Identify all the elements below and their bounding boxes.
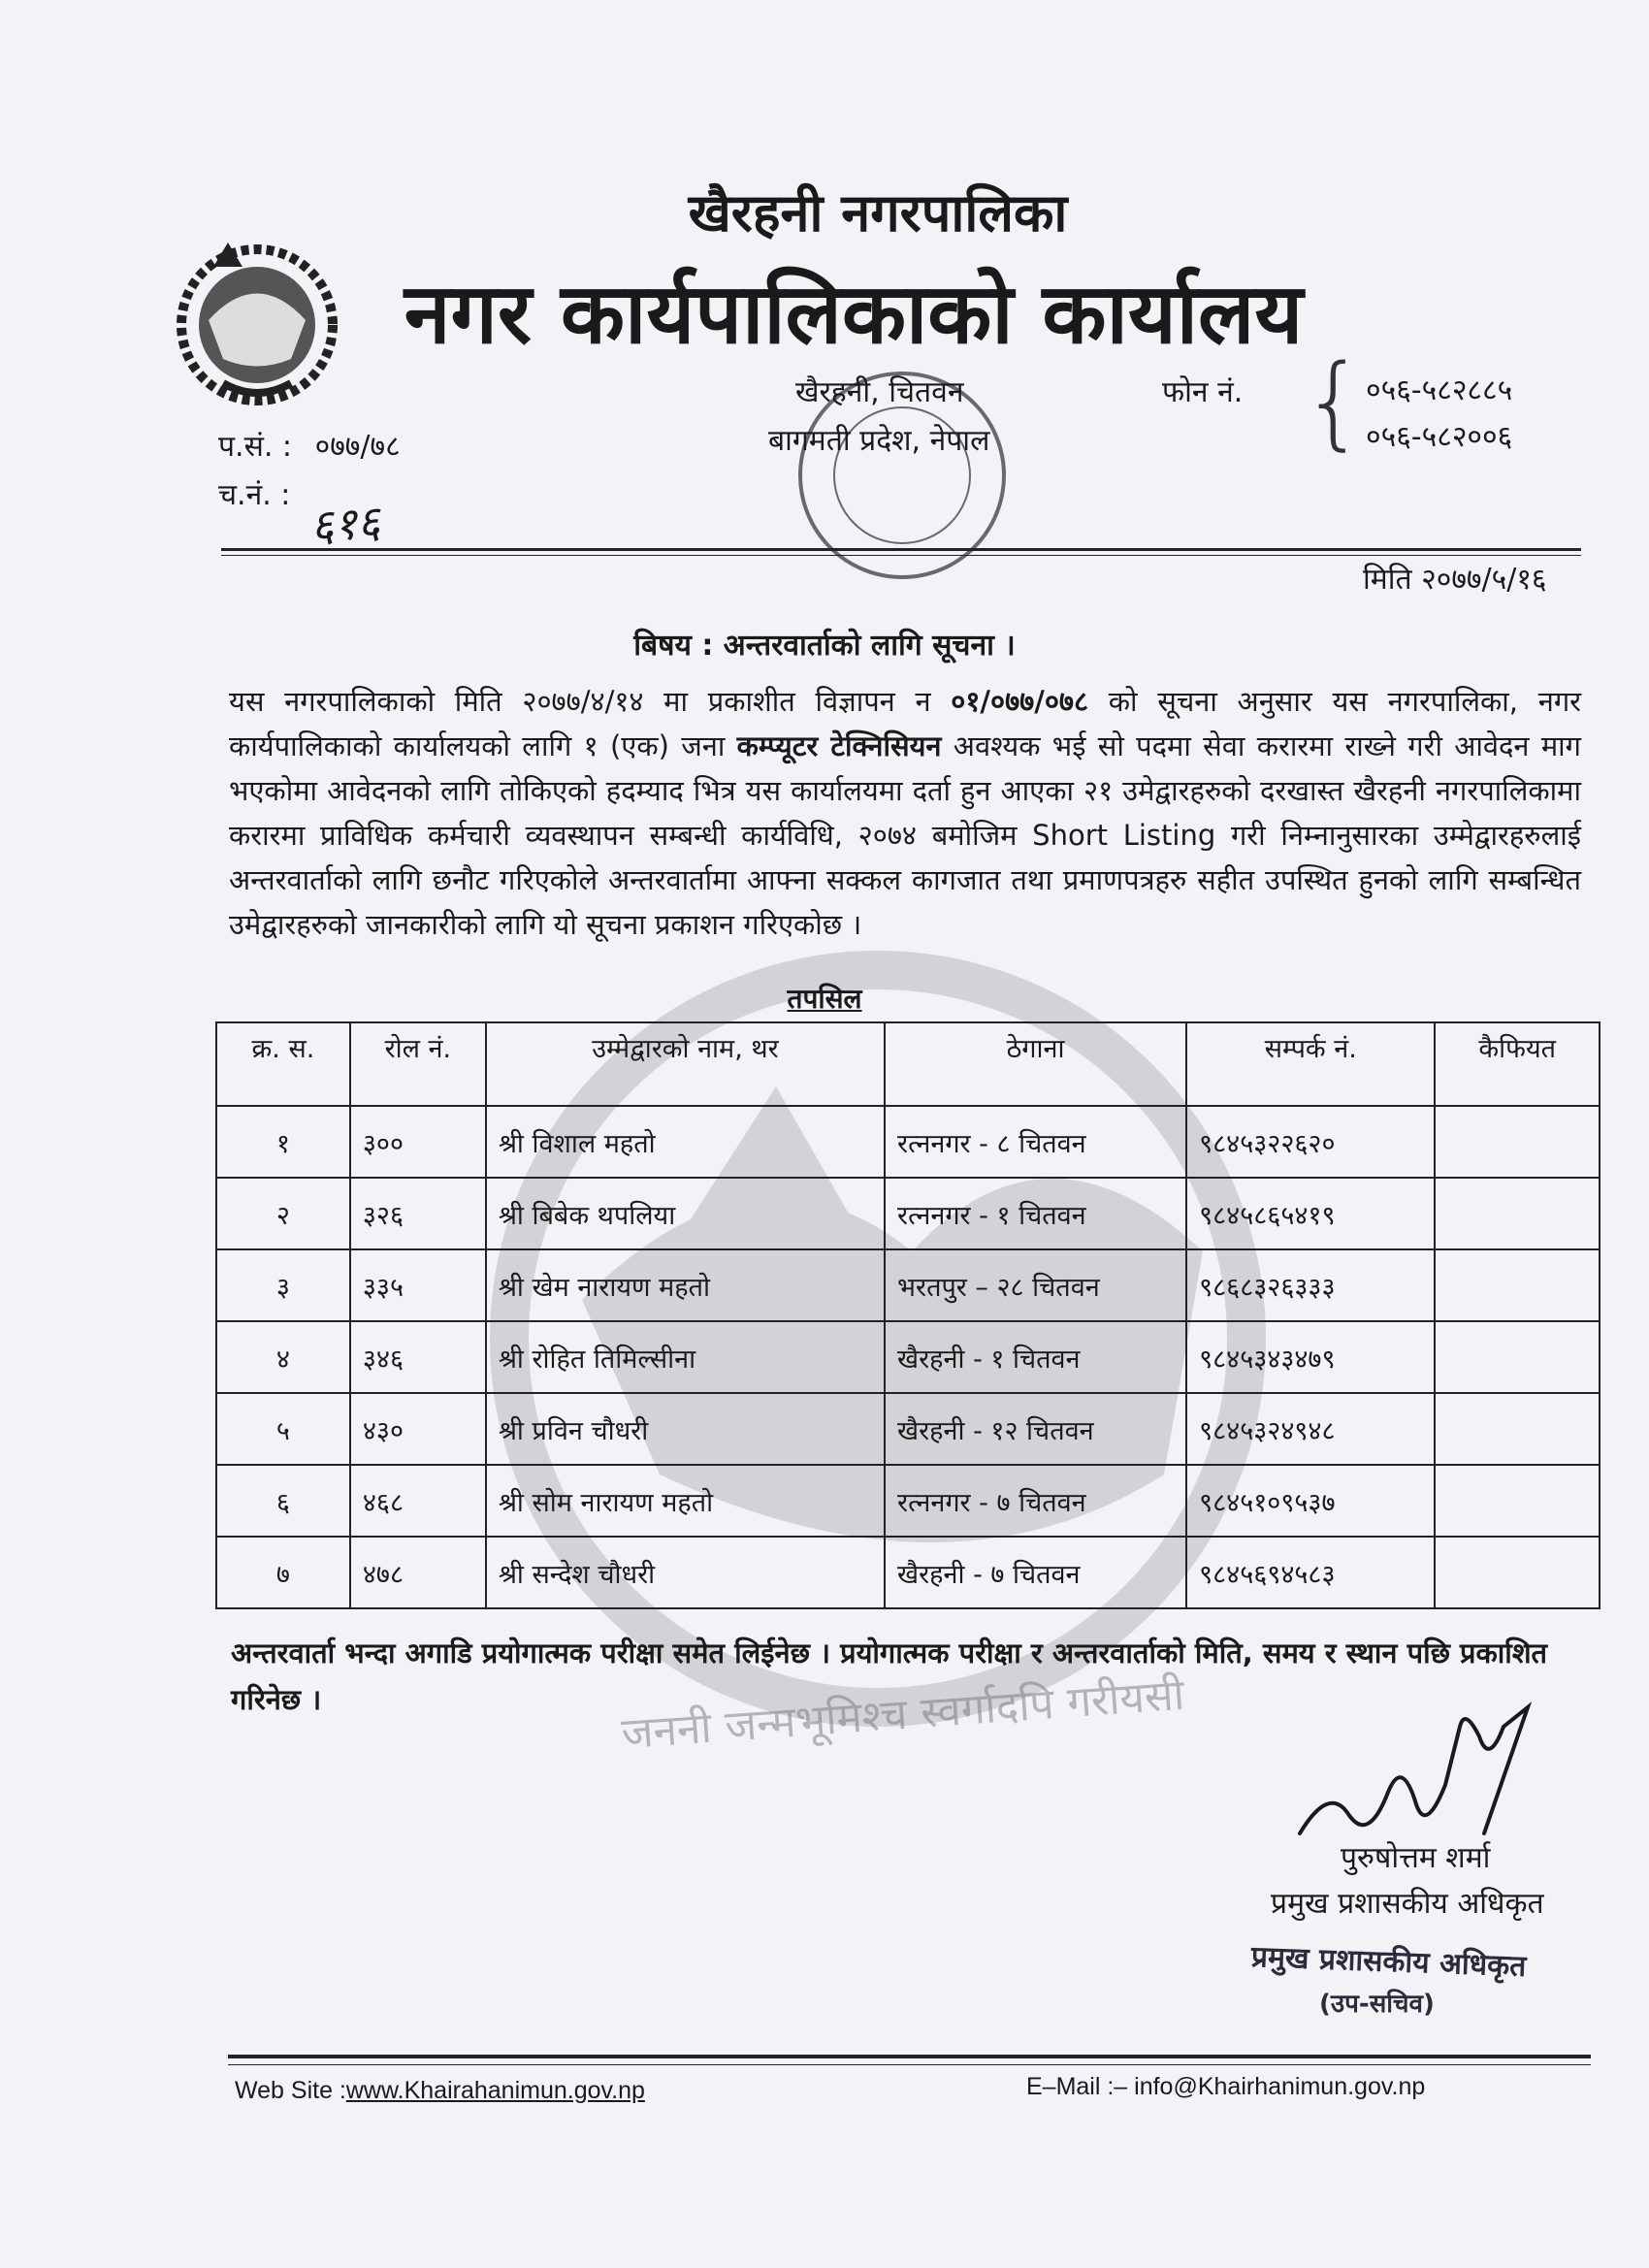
cell-remarks (1435, 1393, 1600, 1465)
cell-contact: ९८४५३२२६२० (1186, 1106, 1435, 1178)
cell-address: खैरहनी - ७ चितवन (885, 1537, 1186, 1608)
cell-name: श्री बिबेक थपलिया (486, 1178, 885, 1249)
table-row (216, 1178, 1600, 1249)
cell-remarks (1435, 1321, 1600, 1393)
cell-name: श्री सोम नारायण महतो (486, 1465, 885, 1537)
col-roll: रोल नं. (350, 1022, 486, 1106)
cell-roll: ४७८ (350, 1537, 486, 1608)
notice-subject: बिषय : अन्तरवार्ताको लागि सूचना । (633, 629, 1016, 663)
cell-roll: ३४६ (350, 1321, 486, 1393)
reference-cn-label: च.नं. : (218, 478, 291, 512)
cell-address: रत्ननगर - ७ चितवन (885, 1465, 1186, 1537)
table-header-row (216, 1022, 1600, 1106)
cell-address: भरतपुर – २८ चितवन (885, 1249, 1186, 1321)
cell-name: श्री प्रविन चौधरी (486, 1393, 885, 1465)
position-title: कम्प्यूटर टेक्निसियन (736, 729, 942, 762)
table-row (216, 1537, 1600, 1608)
body-text-1: यस नगरपालिकाको मिति २०७७/४/१४ मा प्रकाशीत विज्ञापन न (229, 685, 952, 718)
table-row (216, 1321, 1600, 1393)
cell-name: श्री विशाल महतो (486, 1106, 885, 1178)
signatory-stamp-line-1: प्रमुख प्रशासकीय अधिकृत (1250, 1940, 1527, 1984)
signature (1290, 1688, 1542, 1853)
cell-remarks (1435, 1537, 1600, 1608)
table-row (216, 1106, 1600, 1178)
cell-serial: ४ (216, 1321, 350, 1393)
body-text-3: अवश्यक भई सो पदमा सेवा करारमा राख्ने गरी आवेदन माग भएकोमा आवेदनको लागि तोकिएको हदम्याद भित्र यस कार्यालयमा दर्ता हुन आएका २१ उमेद्वारहरुको दरखास्त खैरहनी नगरपालिकामा करारमा प्राविधिक कर्मचारी व्यवस्थापन सम्बन्धी कार्यविधि, २०७४ बमोजिम Short Listing गरी निम्नानुसारका उम्मेद्वारहरुलाई अन्तरवार्ताको लागि छनौट गरिएकोले अन्तरवार्तामा आफ्ना सक्कल कागजात तथा प्रमाणपत्रहरु सहीत उपस्थित हुनको लागि सम्बन्धित उमेद्वारहरुको जानकारीको लागि यो सूचना प्रकाशन गरिएकोछ । (229, 729, 1582, 941)
address-line-1: खैरहनी, चितवन (795, 375, 964, 409)
cell-roll: ३३५ (350, 1249, 486, 1321)
reference-ps (218, 425, 401, 465)
signatory-name: पुरुषोत्तम शर्मा (1341, 1841, 1491, 1875)
cell-contact: ९८४५६९४५८३ (1186, 1537, 1435, 1608)
annex-title: तपसिल (787, 983, 862, 1015)
candidate-table (215, 1021, 1600, 1609)
col-remarks: कैफियत (1435, 1022, 1600, 1106)
address-line-2: बागमती प्रदेश, नेपाल (768, 424, 990, 458)
cell-remarks (1435, 1465, 1600, 1537)
exam-note: अन्तरवार्ता भन्दा अगाडि प्रयोगात्मक परीक्षा समेत लिईनेछ । प्रयोगात्मक परीक्षा र अन्तरवार्ताको मिति, समय र स्थान पछि प्रकाशित गरिनेछ । (231, 1636, 1548, 1716)
phone-number-1: ०५६-५८२८८५ (1366, 373, 1513, 407)
brace-icon: { (1302, 342, 1367, 461)
phone-number-2: ०५६-५८२००६ (1366, 420, 1513, 454)
table-row (216, 1393, 1600, 1465)
cell-address: खैरहनी - १२ चितवन (885, 1393, 1186, 1465)
cell-address: रत्ननगर - १ चितवन (885, 1178, 1186, 1249)
cell-serial: २ (216, 1178, 350, 1249)
cell-serial: ५ (216, 1393, 350, 1465)
cell-roll: ३२६ (350, 1178, 486, 1249)
footer-divider-thin (228, 2064, 1591, 2065)
advert-number: ०१/०७७/०७८ (951, 685, 1089, 718)
col-name: उम्मेद्वारको नाम, थर (486, 1022, 885, 1106)
notice-body (229, 679, 1581, 947)
cell-remarks (1435, 1249, 1600, 1321)
cell-serial: ३ (216, 1249, 350, 1321)
header-divider-thin (221, 555, 1581, 556)
col-contact: सम्पर्क नं. (1186, 1022, 1435, 1106)
reference-cn-handwritten: ६१६ (308, 495, 382, 553)
office-name: नगर कार्यपालिकाको कार्यालय (404, 266, 1304, 363)
col-serial: क्र. स. (216, 1022, 350, 1106)
cell-roll: ३०० (350, 1106, 486, 1178)
table-row (216, 1249, 1600, 1321)
signatory-stamp-line-2: (उप-सचिव) (1319, 1990, 1435, 2019)
cell-name: श्री खेम नारायण महतो (486, 1249, 885, 1321)
watermark-motto: जननी जन्मभूमिश्च स्वर्गादपि गरीयसी (620, 1669, 1186, 1760)
signatory-title: प्रमुख प्रशासकीय अधिकृत (1271, 1887, 1544, 1921)
cell-serial: १ (216, 1106, 350, 1178)
footer-website (235, 2077, 645, 2105)
cell-remarks (1435, 1106, 1600, 1178)
cell-name: श्री रोहित तिमिल्सीना (486, 1321, 885, 1393)
phone-label: फोन नं. (1162, 375, 1244, 409)
website-label: Web Site : (235, 2077, 346, 2104)
footer-divider (228, 2055, 1591, 2058)
cell-contact: ९८४५३२४९४८ (1186, 1393, 1435, 1465)
ps-label: प.सं. : (218, 430, 293, 464)
header-divider (221, 548, 1581, 551)
table-row (216, 1465, 1600, 1537)
ps-value: ०७७/७८ (314, 430, 401, 464)
body-text-2: को सूचना अनुसार यस नगरपालिका, नगर कार्यपालिकाको कार्यालयको लागि १ (एक) जना (229, 685, 1582, 762)
cell-roll: ४६८ (350, 1465, 486, 1537)
cell-remarks (1435, 1178, 1600, 1249)
footer-email: E–Mail :– info@Khairhanimun.gov.np (1026, 2073, 1426, 2100)
website-link[interactable]: www.Khairahanimun.gov.np (345, 2077, 645, 2104)
cell-contact: ९८४५३४३४७९ (1186, 1321, 1435, 1393)
cell-contact: ९८४५८६५४१९ (1186, 1178, 1435, 1249)
col-address: ठेगाना (885, 1022, 1186, 1106)
cell-contact: ९८४५१०९५३७ (1186, 1465, 1435, 1537)
cell-address: रत्ननगर - ८ चितवन (885, 1106, 1186, 1178)
cell-serial: ६ (216, 1465, 350, 1537)
municipality-name: खैरहनी नगरपालिका (688, 182, 1068, 243)
cell-roll: ४३० (350, 1393, 486, 1465)
cell-serial: ७ (216, 1537, 350, 1608)
cell-contact: ९८६८३२६३३३ (1186, 1249, 1435, 1321)
cell-name: श्री सन्देश चौधरी (486, 1537, 885, 1608)
notice-date: मिति २०७७/५/१६ (1363, 563, 1547, 597)
cell-address: खैरहनी - १ चितवन (885, 1321, 1186, 1393)
